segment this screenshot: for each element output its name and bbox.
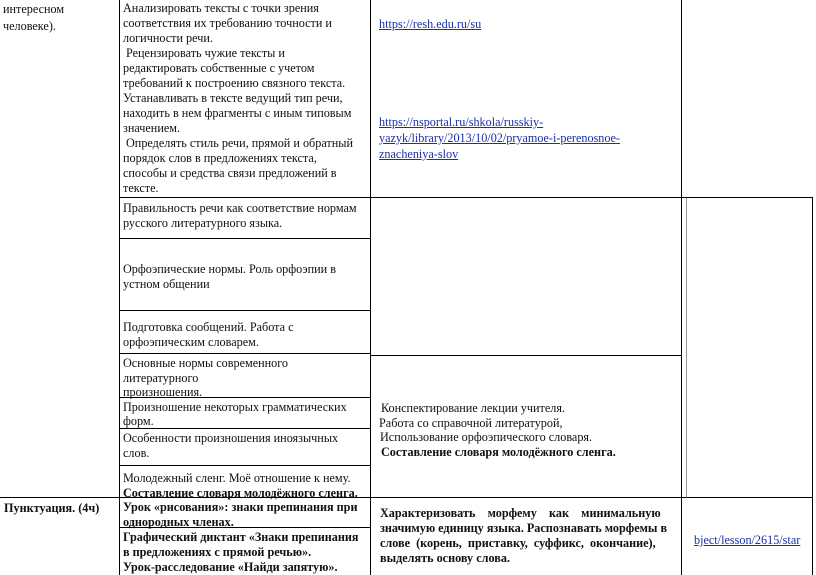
- topic-norms: Правильность речи как соответствие нормам: [123, 201, 357, 215]
- lesson-drawing: Урок «рисования»: знаки препинания при: [123, 500, 358, 514]
- skills-line: требований к построению связного текста.: [123, 76, 346, 90]
- topic-foreign-words: слов.: [123, 446, 150, 460]
- topic-orthoepy: устном общении: [123, 277, 210, 291]
- skills-line: Устанавливать в тексте ведущий тип речи,: [123, 91, 343, 105]
- topic-slang-dictionary: Составление словаря молодёжного сленга.: [123, 486, 358, 500]
- morpheme-line: выделять основу слова.: [380, 551, 510, 565]
- row-border-5: [371, 355, 682, 356]
- row-border-2: [119, 238, 371, 239]
- morpheme-line: значимую единицу языка. Распознавать морфемы в: [380, 521, 668, 535]
- row-border-4: [119, 353, 371, 354]
- row-border-1: [119, 197, 813, 198]
- col-border-left-2: [119, 0, 120, 575]
- link-nsportal[interactable]: znacheniya-slov: [379, 147, 459, 161]
- topic-norms: русского литературного языка.: [123, 216, 283, 230]
- skills-line: порядок слов в предложениях текста,: [123, 151, 317, 165]
- topic-grammar-forms: форм.: [123, 414, 154, 428]
- link-resh[interactable]: https://resh.edu.ru/su: [379, 17, 482, 31]
- topic-orthoepy: Орфоэпические нормы. Роль орфоэпии в: [123, 262, 337, 276]
- skills-line: тексте.: [123, 181, 159, 195]
- col-border-inner-grey: [686, 197, 687, 497]
- col-border-right: [812, 197, 813, 575]
- topic-preparation: орфоэпическим словарем.: [123, 335, 259, 349]
- row-border-7: [119, 428, 371, 429]
- activity-slang-dictionary: Составление словаря молодёжного сленга.: [381, 445, 616, 459]
- col-border-left-3: [370, 0, 371, 575]
- skills-line: соответствия их требованию точности и: [123, 16, 332, 30]
- skills-line: способы и средства связи предложений в: [123, 166, 337, 180]
- row-border-3: [119, 310, 371, 311]
- topic-basic-norms: Основные нормы современного: [123, 356, 289, 370]
- skills-line: Анализировать тексты с точки зрения: [123, 1, 319, 15]
- topic-preparation: Подготовка сообщений. Работа с: [123, 320, 294, 334]
- row-border-9: [0, 497, 813, 498]
- link-lesson-partial[interactable]: bject/lesson/2615/star: [694, 533, 801, 547]
- lesson-dictation: Урок-расследование «Найди запятую».: [123, 560, 338, 574]
- topic-basic-norms: литературного: [123, 371, 199, 385]
- col1-line-2: человеке).: [3, 19, 56, 33]
- activity-reference: Работа со справочной литературой,: [379, 416, 563, 430]
- skills-line: Рецензировать чужие тексты и: [126, 46, 285, 60]
- topic-slang: Молодежный сленг. Моё отношение к нему.: [123, 471, 351, 485]
- topic-grammar-forms: Произношение некоторых грамматических: [123, 400, 347, 414]
- skills-line: значением.: [123, 121, 181, 135]
- link-nsportal[interactable]: yazyk/library/2013/10/02/pryamoe-i-perenosnoe-: [379, 131, 620, 145]
- morpheme-line: Характеризовать морфему как минимальную: [380, 506, 661, 520]
- activity-lecture: Конспектирование лекции учителя.: [381, 401, 566, 415]
- lesson-dictation: Графический диктант «Знаки препинания: [123, 530, 359, 544]
- topic-basic-norms: произношения.: [123, 385, 203, 399]
- skills-line: находить в нем фрагменты с иным типовым: [123, 106, 352, 120]
- link-nsportal[interactable]: https://nsportal.ru/shkola/russkiy-: [379, 115, 544, 129]
- row-border-8: [119, 465, 371, 466]
- morpheme-line: слове (корень, приставку, суффикс, окончание),: [380, 536, 656, 550]
- col-border-left-4: [681, 0, 682, 575]
- lesson-dictation: в предложениях с прямой речью».: [123, 545, 312, 559]
- skills-line: Определять стиль речи, прямой и обратный: [126, 136, 353, 150]
- section-title-punctuation: Пунктуация. (4ч): [4, 501, 100, 515]
- col1-line-1: интересном: [3, 2, 65, 16]
- topic-foreign-words: Особенности произношения иноязычных: [123, 431, 339, 445]
- skills-line: редактировать собственные с учетом: [123, 61, 315, 75]
- activity-dictionary: Использование орфоэпического словаря.: [380, 430, 593, 444]
- lesson-drawing: однородных членах.: [123, 515, 234, 529]
- skills-line: логичности речи.: [123, 31, 213, 45]
